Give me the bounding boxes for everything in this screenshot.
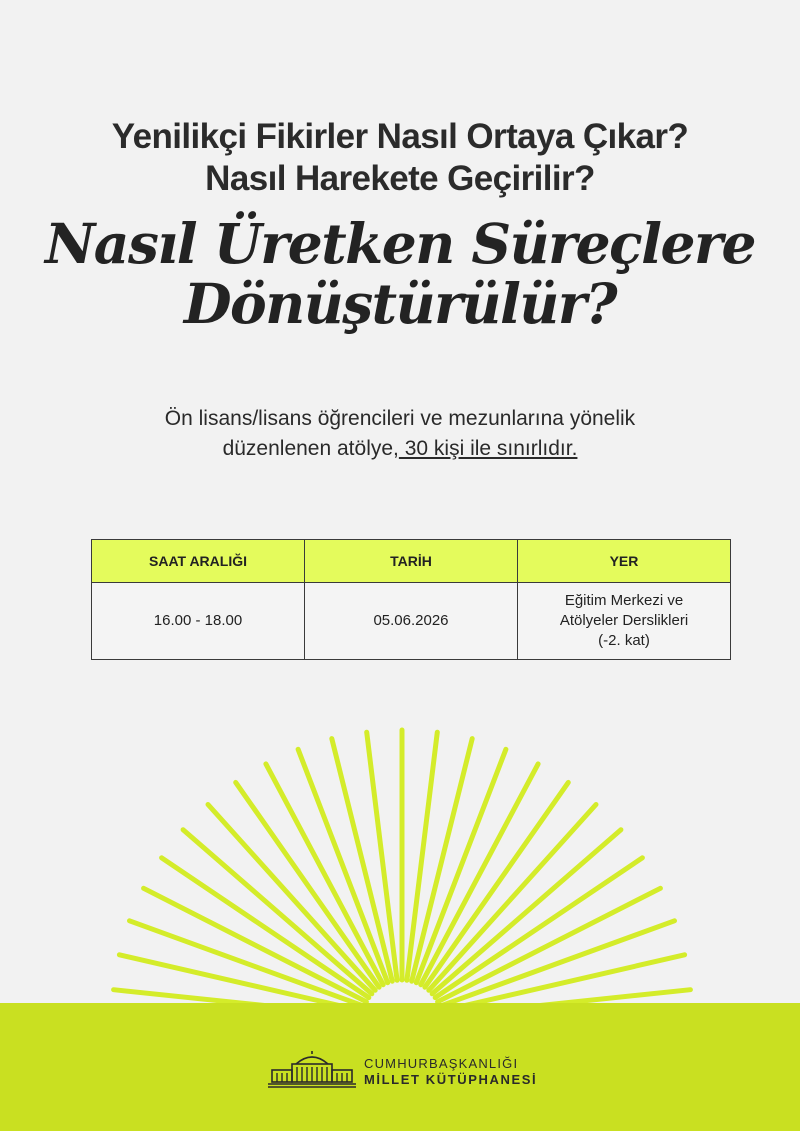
place-line-3: (-2. kat) xyxy=(598,632,650,649)
heading-line-2: Nasıl Harekete Geçirilir? xyxy=(205,159,595,198)
cell-time: 16.00 - 18.00 xyxy=(92,583,305,660)
logo-line-2: MİLLET KÜTÜPHANESİ xyxy=(364,1072,538,1087)
script-title xyxy=(0,211,800,336)
header-date: TARİH xyxy=(305,540,518,583)
logo-line-1: CUMHURBAŞKANLIĞI xyxy=(364,1056,519,1071)
cell-place xyxy=(518,583,731,660)
logo-text xyxy=(364,1056,537,1088)
header-place: YER xyxy=(518,540,731,583)
sunburst-rays xyxy=(114,730,691,1016)
script-title-line-1: Nasıl Üretken Süreçlere xyxy=(45,211,755,276)
script-title-line-2: Dönüştürülür? xyxy=(183,271,617,336)
library-logo xyxy=(268,1046,568,1096)
description-plain: düzenlenen atölye, xyxy=(222,437,399,460)
description-line-2 xyxy=(0,434,800,464)
event-info-table xyxy=(91,539,731,660)
library-building-icon xyxy=(268,1048,356,1090)
description xyxy=(0,404,800,464)
heading-line-1: Yenilikçi Fikirler Nasıl Ortaya Çıkar? xyxy=(111,117,689,156)
cell-date: 05.06.2026 xyxy=(305,583,518,660)
header-time-range: SAAT ARALIĞI xyxy=(92,540,305,583)
participant-limit: 30 kişi ile sınırlıdır. xyxy=(398,437,578,460)
place-line-2: Atölyeler Derslikleri xyxy=(559,612,689,629)
table-header-row xyxy=(92,540,731,583)
main-heading xyxy=(0,116,800,200)
table-row xyxy=(92,583,731,660)
description-line-1: Ön lisans/lisans öğrencileri ve mezunlarına yönelik xyxy=(164,407,636,430)
place-line-1: Eğitim Merkezi ve xyxy=(564,592,684,609)
sunburst-decoration xyxy=(0,720,800,1020)
